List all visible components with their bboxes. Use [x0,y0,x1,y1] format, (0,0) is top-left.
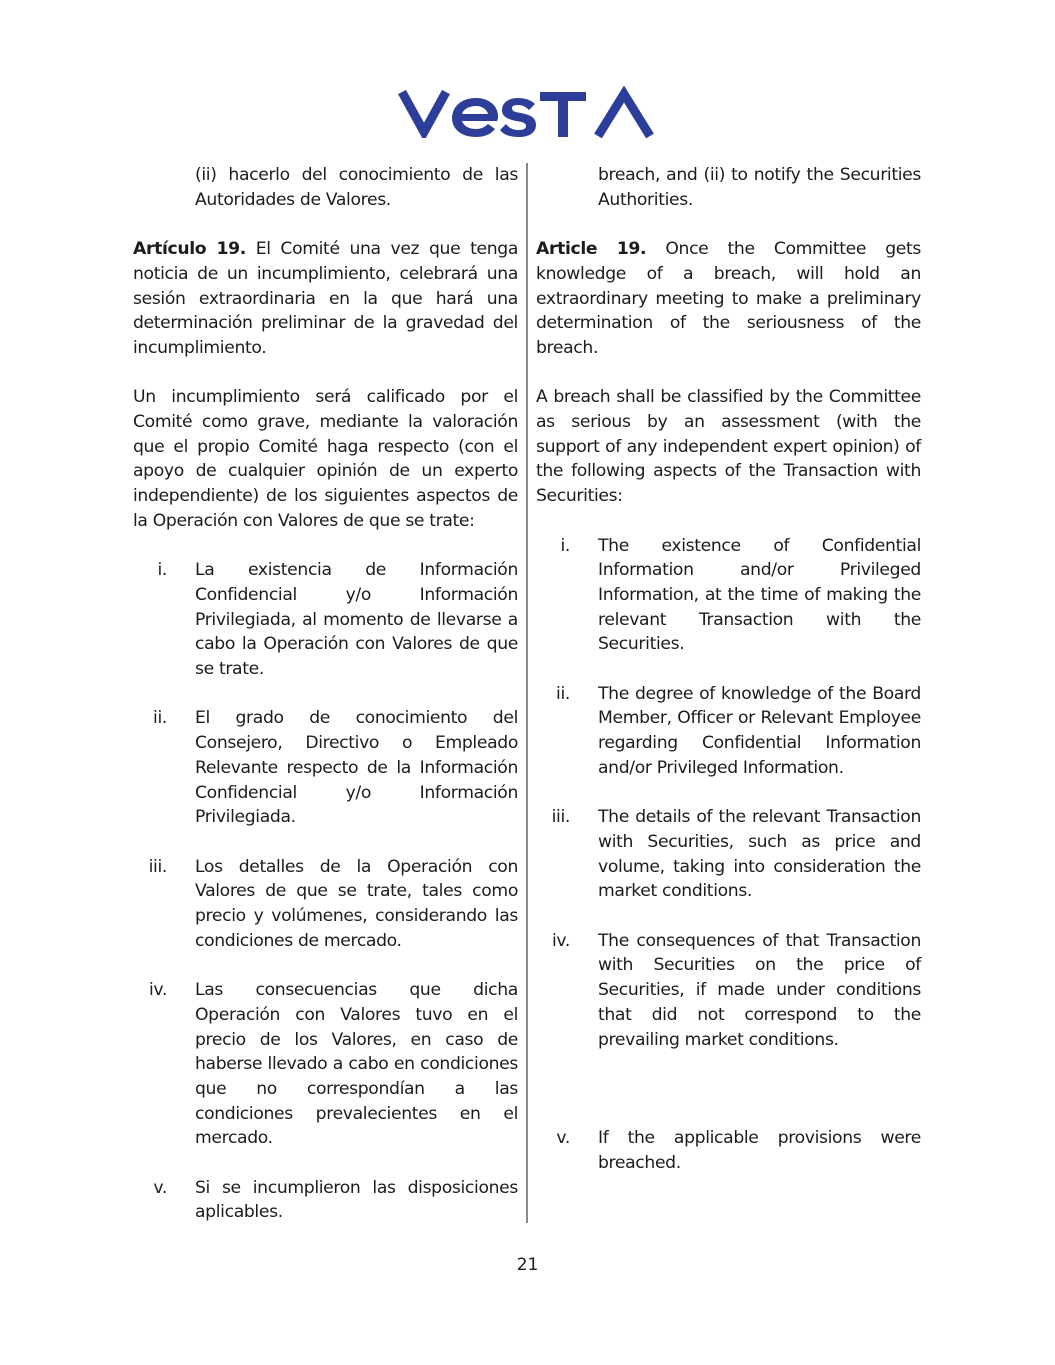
spanish-article-text: El Comité una vez que tenga noticia de un incumplimiento, celebrará una sesión extraordinaria en la que hará una determinación preliminar de la gravedad del incumplimiento. [133,239,519,358]
english-article-text: Once the Committee gets knowledge of a breach, will hold an extraordinary meeting to make a preliminary determination of the seriousness of the breach. [536,239,921,358]
list-item-number: iv. [551,930,570,951]
list-item-text: The degree of knowledge of the Board Member, Officer or Relevant Employee regarding Confidential Information and/or Privileged Information. [598,683,921,778]
spanish-article-label: Artículo 19. [133,239,246,260]
list-item-text: Los detalles de la Operación con Valores de que se trate, tales como precio y volúmenes, considerando las condiciones de mercado. [195,856,518,951]
spanish-list-item [133,1176,518,1225]
list-item-number: ii. [153,708,167,729]
english-column [536,163,921,1176]
list-item-text: If the applicable provisions were breached. [598,1128,921,1173]
page-number: 21 [516,1255,539,1275]
spanish-article-19 [133,237,518,361]
list-item-number: v. [556,1128,570,1149]
list-item-number: i. [560,535,570,556]
english-list-item [536,929,921,1053]
list-item-number: v. [153,1177,167,1198]
english-article-19 [536,237,921,361]
spanish-intro-continuation: (ii) hacerlo del conocimiento de las Autoridades de Valores. [195,165,518,210]
spanish-list-item [133,978,518,1151]
column-divider [526,163,528,1223]
english-classification-paragraph: A breach shall be classified by the Committee as serious by an assessment (with the support of any independent expert opinion) of the following aspects of the Transaction with Securities: [536,387,921,507]
list-item-text: Las consecuencias que dicha Operación con Valores tuvo en el precio de los Valores, en caso de haberse llevado a cabo en condiciones que no correspondían a las condiciones prevalecientes en el mercado. [195,980,518,1149]
list-item-number: ii. [556,683,570,704]
english-list-item [536,534,921,658]
english-list-item [536,682,921,781]
list-item-text: The existence of Confidential Information and/or Privileged Information, at the time of making the relevant Transaction with the Securities. [598,535,921,655]
list-item-number: iv. [148,980,167,1001]
vesta-logo-icon [398,86,658,138]
spanish-list-item [133,855,518,954]
spanish-list-item [133,558,518,682]
list-item-text: The details of the relevant Transaction with Securities, such as price and volume, taking into consideration the market conditions. [598,807,921,902]
spanish-column [133,163,518,1225]
list-item-number: i. [157,560,167,581]
list-item-text: La existencia de Información Confidencial y/o Información Privilegiada, al momento de llevarse a cabo la Operación con Valores de que se trate. [195,560,518,680]
english-article-label: Article 19. [536,239,647,260]
list-item-text: Si se incumplieron las disposiciones aplicables. [195,1177,518,1223]
english-intro-continuation: breach, and (ii) to notify the Securities Authorities. [598,165,921,210]
list-item-text: The consequences of that Transaction with Securities on the price of Securities, if made under conditions that did not correspond to the prevailing market conditions. [598,930,921,1050]
list-item-number: iii. [148,856,167,877]
english-list-item [536,805,921,904]
english-list-item [536,1126,921,1175]
spanish-classification-paragraph: Un incumplimiento será calificado por el Comité como grave, mediante la valoración que el propio Comité haga respecto (con el apoyo de cualquier opinión de un experto independiente) de los siguientes aspectos de la Operación con Valores de que se trate: [133,387,518,531]
spanish-list-item [133,706,518,830]
list-item-number: iii. [551,807,570,828]
vesta-logo [398,86,658,138]
list-item-text: El grado de conocimiento del Consejero, Directivo o Empleado Relevante respecto de la Información Confidencial y/o Información Privilegiada. [195,708,518,828]
